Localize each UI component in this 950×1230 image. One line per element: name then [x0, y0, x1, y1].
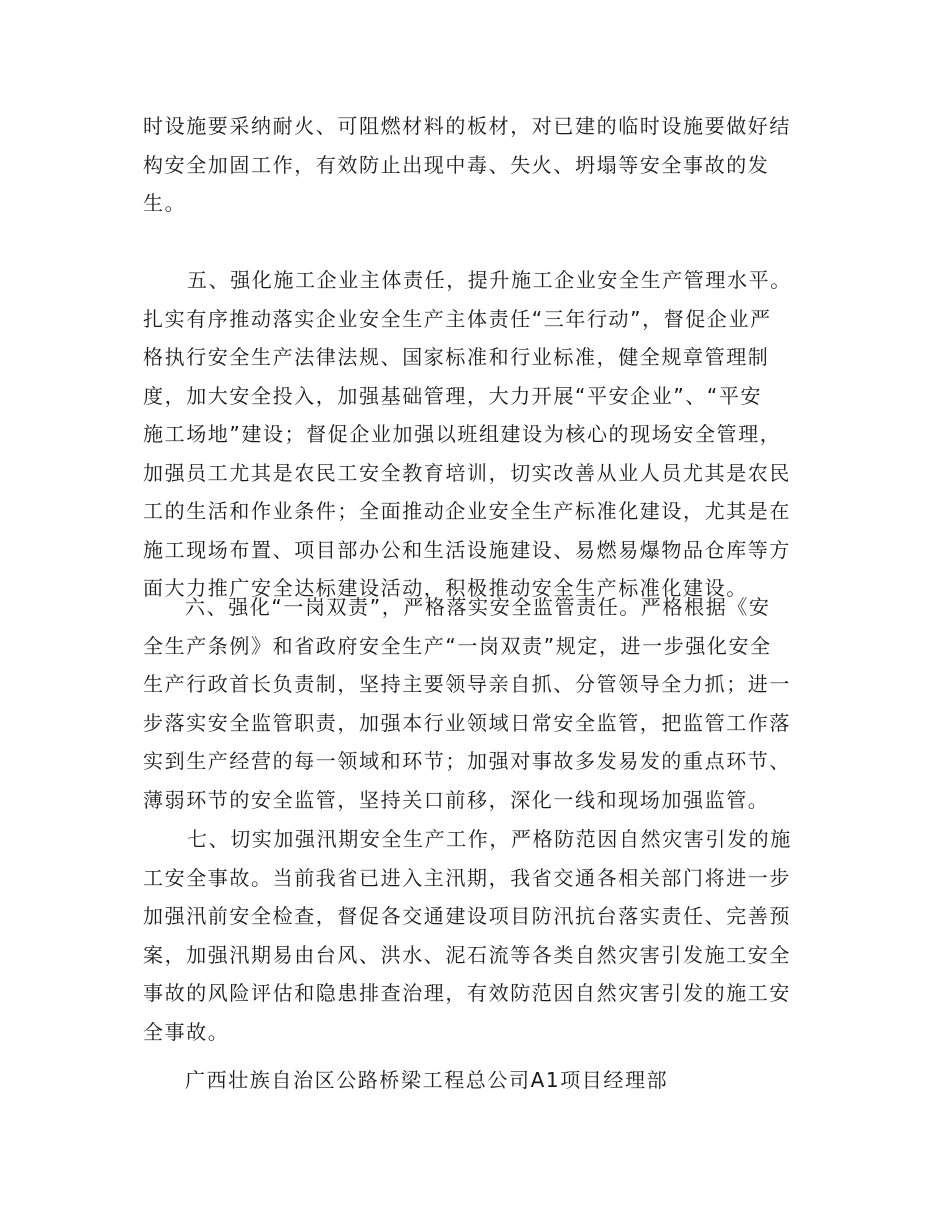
- text-line: 工的生活和作业条件；全面推动企业安全生产标准化建设，尤其是在: [143, 499, 791, 523]
- text-line: 薄弱环节的安全监管，坚持关口前移，深化一线和现场加强监管。: [143, 787, 770, 812]
- text-line: 实到生产经营的每一领域和环节；加强对事故多发易发的重点环节、: [143, 749, 791, 773]
- text-line: 时设施要采纳耐火、可阻燃材料的板材，对已建的临时设施要做好结: [143, 114, 791, 138]
- paragraph-continuation: [143, 107, 808, 223]
- signature-line: 广西壮族自治区公路桥梁工程总公司A1项目经理部: [185, 1068, 669, 1092]
- text-line: 加强员工尤其是农民工安全教育培训，切实改善从业人员尤其是农民: [143, 460, 791, 485]
- text-line: 生产行政首长负责制，坚持主要领导亲自抓、分管领导全力抓；进一: [143, 672, 791, 696]
- text-line: 事故的风险评估和隐患排查治理，有效防范因自然灾害引发的施工安: [143, 981, 791, 1005]
- text-line: 案，加强汛期易由台风、洪水、泥石流等各类自然灾害引发施工安全: [143, 942, 791, 967]
- paragraph-item-six: [143, 588, 808, 819]
- text-line: 六、强化“一岗双责”，严格落实安全监管责任。严格根据《安: [185, 595, 771, 619]
- text-line: 面大力推广安全达标建设活动，积极推动安全生产标准化建设。: [143, 576, 748, 600]
- text-line: 加强汛前安全检查，督促各交通建设项目防汛抗台落实责任、完善预: [143, 904, 791, 928]
- text-line: 生。: [143, 191, 187, 215]
- text-line: 步落实安全监管职责，加强本行业领域日常安全监管，把监管工作落: [143, 710, 791, 735]
- text-line: 七、切实加强汛期安全生产工作，严格防范因自然灾害引发的施: [187, 827, 792, 851]
- text-line: 构安全加固工作，有效防止出现中毒、失火、坍塌等安全事故的发: [143, 152, 770, 177]
- text-line: 格执行安全生产法律法规、国家标准和行业标准，健全规章管理制: [143, 345, 770, 369]
- text-line: 施工场地”建设；督促企业加强以班组建设为核心的现场安全管理，: [143, 422, 782, 446]
- paragraph-item-seven: [143, 820, 808, 1051]
- text-line: 度，加大安全投入，加强基础管理，大力开展“平安企业”、“平安: [143, 383, 763, 408]
- text-line: 扎实有序推动落实企业安全生产主体责任“三年行动”，督促企业严: [143, 306, 772, 331]
- text-line: 工安全事故。当前我省已进入主汛期，我省交通各相关部门将进一步: [143, 865, 791, 890]
- paragraph-item-five: [143, 261, 808, 608]
- text-line: 五、强化施工企业主体责任，提升施工企业安全生产管理水平。: [187, 268, 792, 292]
- text-line: 全生产条例》和省政府安全生产“一岗双责”规定，进一步强化安全: [143, 633, 772, 658]
- text-line: 施工现场布置、项目部办公和生活设施建设、易燃易爆物品仓库等方: [143, 537, 791, 562]
- text-line: 全事故。: [143, 1019, 230, 1044]
